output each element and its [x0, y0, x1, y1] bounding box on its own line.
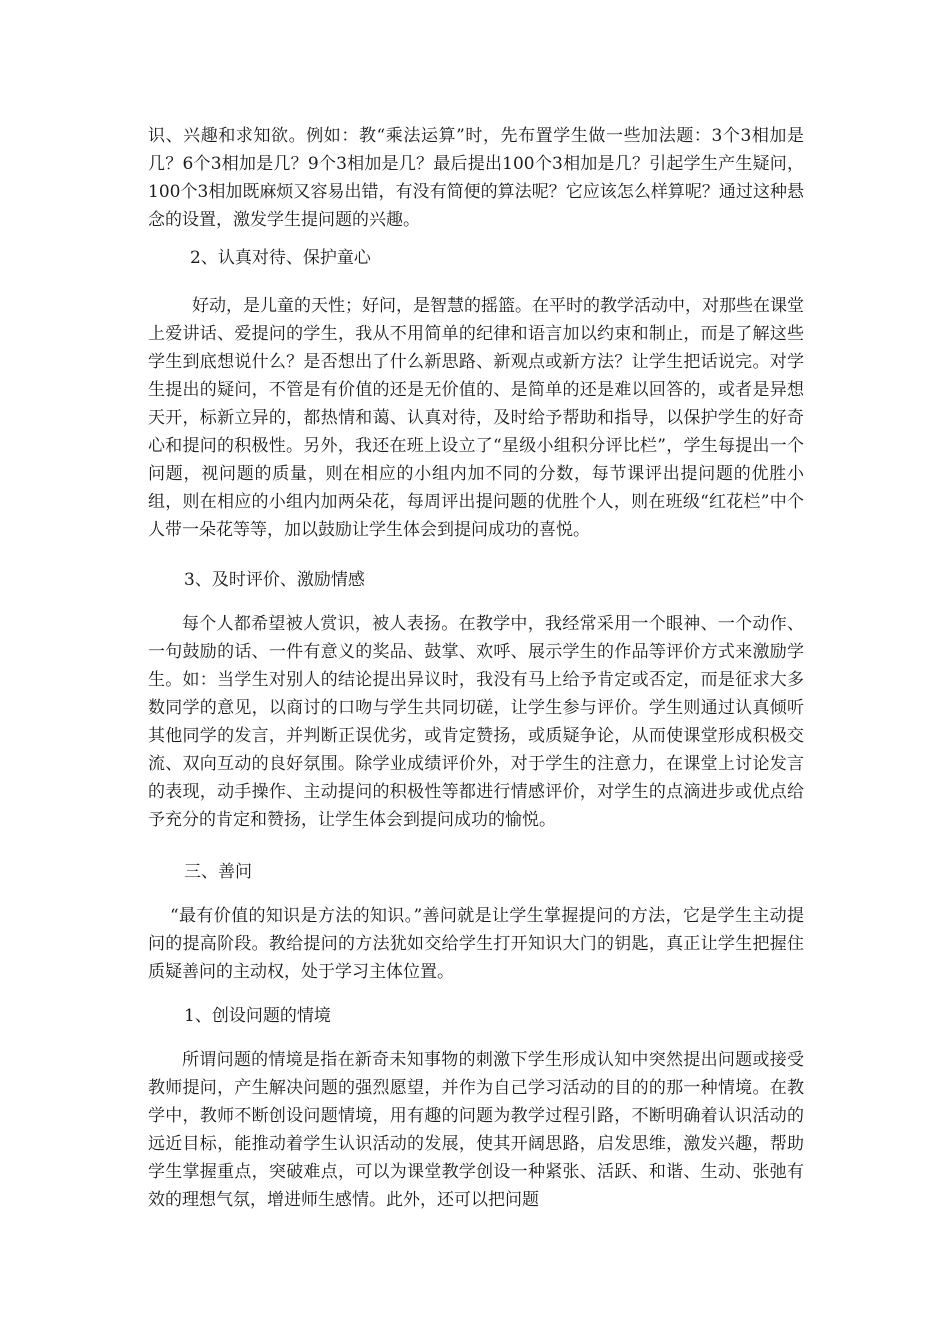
paragraph-section-three-text: “最有价值的知识是方法的知识。”善问就是让学生掌握提问的方法，它是学生主动提问的提高阶段。教给提问的方法犹如交给学生打开知识大门的钥匙，真正让学生把握住质疑善问的主动权，处于学习主体位置。	[148, 906, 804, 982]
heading-section-three: 三、善问	[184, 862, 252, 882]
paragraph-intro	[148, 122, 804, 234]
heading-protect-childlike-heart: 2、认真对待、保护童心	[190, 248, 371, 268]
paragraph-protect-childlike-heart	[148, 292, 804, 544]
heading-timely-evaluation: 3、及时评价、激励情感	[184, 570, 365, 590]
paragraph-section-three	[148, 902, 804, 986]
heading-create-problem-situation: 1、创设问题的情境	[184, 1006, 331, 1026]
paragraph-create-problem-situation-text: 所谓问题的情境是指在新奇未知事物的刺激下学生形成认知中突然提出问题或接受教师提问，产生解决问题的强烈愿望，并作为自己学习活动的目的的那一种情境。在教学中，教师不断创设问题情境，用有趣的问题为教学过程引路，不断明确着认识活动的远近目标，能推动着学生认识活动的发展，使其开阔思路，启发思维，激发兴趣，帮助学生掌握重点，突破难点，可以为课堂教学创设一种紧张、活跃、和谐、生动、张弛有效的理想气氛，增进师生感情。此外，还可以把问题	[148, 1050, 804, 1210]
paragraph-create-problem-situation	[148, 1046, 804, 1214]
paragraph-protect-childlike-heart-text: 好动，是儿童的天性；好问，是智慧的摇篮。在平时的教学活动中，对那些在课堂上爱讲话、爱提问的学生，我从不用简单的纪律和语言加以约束和制止，而是了解这些学生到底想说什么？是否想出了什么新思路、新观点或新方法？让学生把话说完。对学生提出的疑问，不管是有价值的还是无价值的、是简单的还是难以回答的，或者是异想天开，标新立异的，都热情和蔼、认真对待，及时给予帮助和指导，以保护学生的好奇心和提问的积极性。另外，我还在班上设立了“星级小组积分评比栏”，学生每提出一个问题，视问题的质量，则在相应的小组内加不同的分数，每节课评出提问题的优胜小组，则在相应的小组内加两朵花，每周评出提问题的优胜个人，则在班级“红花栏”中个人带一朵花等等，加以鼓励让学生体会到提问成功的喜悦。	[148, 296, 804, 540]
paragraph-intro-text: 识、兴趣和求知欲。例如：教“乘法运算”时，先布置学生做一些加法题：3个3相加是几？6个3相加是几？9个3相加是几？最后提出100个3相加是几？引起学生产生疑问，100个3相加既麻烦又容易出错，有没有简便的算法呢？它应该怎么样算呢？通过这种悬念的设置，激发学生提问题的兴趣。	[148, 126, 804, 230]
paragraph-timely-evaluation-text: 每个人都希望被人赏识，被人表扬。在教学中，我经常采用一个眼神、一个动作、一句鼓励的话、一件有意义的奖品、鼓掌、欢呼、展示学生的作品等评价方式来激励学生。如：当学生对别人的结论提出异议时，我没有马上给予肯定或否定，而是征求大多数同学的意见，以商讨的口吻与学生共同切磋，让学生参与评价。学生则通过认真倾听其他同学的发言，并判断正误优劣，或肯定赞扬，或质疑争论，从而使课堂形成积极交流、双向互动的良好氛围。除学业成绩评价外，对于学生的注意力，在课堂上讨论发言的表现，动手操作、主动提问的积极性等都进行情感评价，对学生的点滴进步或优点给予充分的肯定和赞扬，让学生体会到提问成功的愉悦。	[148, 614, 804, 830]
paragraph-timely-evaluation	[148, 610, 804, 834]
